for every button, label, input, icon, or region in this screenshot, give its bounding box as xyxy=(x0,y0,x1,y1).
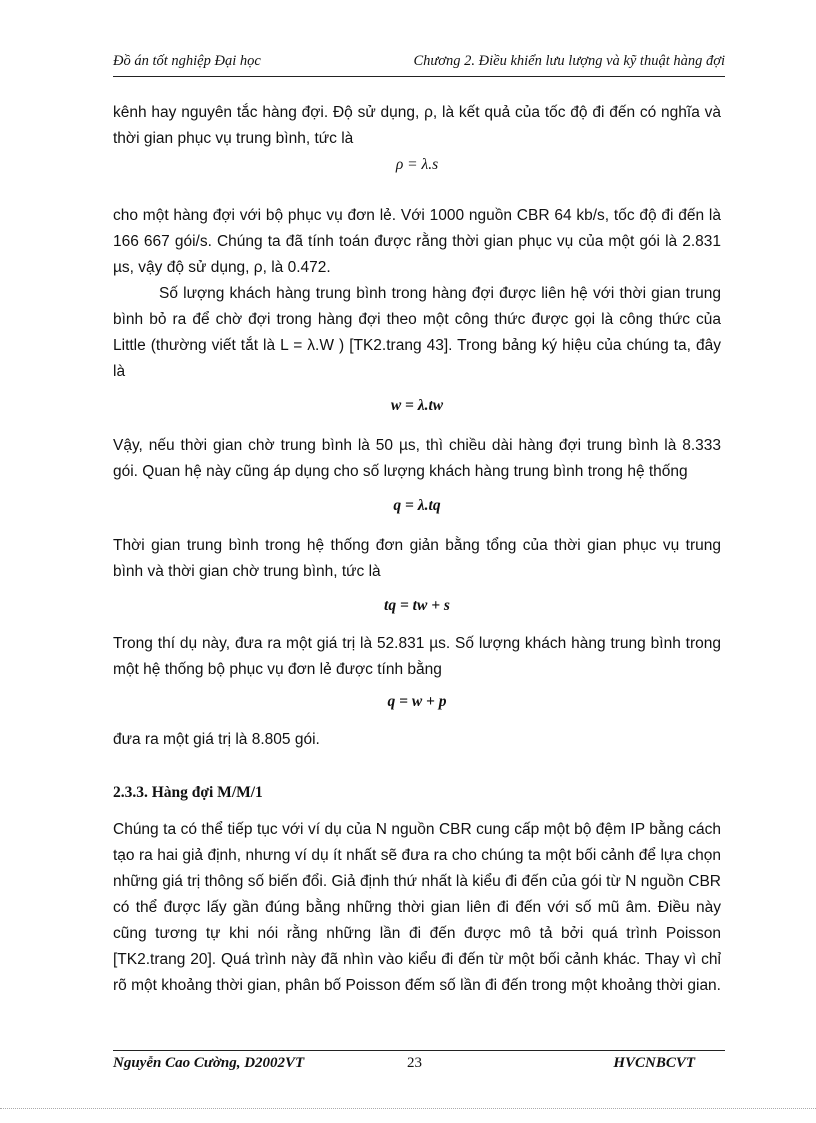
page-header xyxy=(113,50,725,77)
formula-queue-length: w = λ.tw xyxy=(390,397,444,414)
footer-organization: HVCNBCVT xyxy=(613,1055,695,1071)
paragraph-poisson: Chúng ta có thể tiếp tục với ví dụ của N nguồn CBR cung cấp một bộ đệm IP bằng cách tạo ra hai giả định, nhưng ví dụ ít nhất sẽ đưa ra cho chúng ta một bối cảnh để lựa chọn những giá trị thông số biến đổi. Giả định thứ nhất là kiểu đi đến của gói từ N nguồn CBR có thể được lấy gần đúng bằng những thời gian liên đi đến với số mũ âm. Điều này cũng tương tự khi nói rằng những lần đi đến được mô tả bởi quá trình Poisson [TK2.trang 20]. Quá trình này đã nhìn vào kiểu đi đến từ một bối cảnh khác. Thay vì chỉ rõ một khoảng thời gian, phân bố Poisson đếm số lần đi đến trong một khoảng thời gian. xyxy=(113,821,721,994)
page-edge-divider xyxy=(0,1108,816,1109)
formula-single-server: q = w + p xyxy=(387,693,447,710)
paragraph-utilization: kênh hay nguyên tắc hàng đợi. Độ sử dụng, ρ, là kết quả của tốc độ đi đến có nghĩa và thời gian phục vụ trung bình, tức là xyxy=(113,104,721,147)
paragraph-cbr-example: cho một hàng đợi với bộ phục vụ đơn lẻ. Với 1000 nguồn CBR 64 kb/s, tốc độ đi đến là 166 667 gói/s. Chúng ta đã tính toán được rằng thời gian phục vụ của một gói là 2.831 µs, vậy độ sử dụng, ρ, là 0.472. xyxy=(113,207,721,276)
formula-utilization: ρ = λ.s xyxy=(395,156,439,173)
paragraph-result: đưa ra một giá trị là 8.805 gói. xyxy=(113,731,320,748)
paragraph-little-formula: Số lượng khách hàng trung bình trong hàng đợi được liên hệ với thời gian trung bình bỏ ra để chờ đợi trong hàng đợi theo một công thức được gọi là công thức của Little (thường viết tắt là L = λ.W ) [TK2.trang 43]. Trong bảng ký hiệu của chúng ta, đây là xyxy=(113,285,721,380)
paragraph-waiting-time: Vậy, nếu thời gian chờ trung bình là 50 µs, thì chiều dài hàng đợi trung bình là 8.333 gói. Quan hệ này cũng áp dụng cho số lượng khách hàng trung bình trong hệ thống xyxy=(113,437,721,480)
formula-system-time: tq = tw + s xyxy=(384,597,450,614)
footer-page-number: 23 xyxy=(407,1055,422,1071)
header-chapter-title: Chương 2. Điều khiển lưu lượng và kỹ thuật hàng đợi xyxy=(413,53,725,69)
page-footer xyxy=(113,1050,725,1075)
section-heading-mm1: 2.3.3. Hàng đợi M/M/1 xyxy=(113,784,263,801)
paragraph-system-time: Thời gian trung bình trong hệ thống đơn giản bằng tổng của thời gian phục vụ trung bình và thời gian chờ trung bình, tức là xyxy=(113,537,721,580)
header-document-title: Đồ án tốt nghiệp Đại học xyxy=(113,53,261,69)
formula-system-customers: q = λ.tq xyxy=(393,497,441,514)
paragraph-example-value: Trong thí dụ này, đưa ra một giá trị là 52.831 µs. Số lượng khách hàng trung bình trong một hệ thống bộ phục vụ đơn lẻ được tính bằng xyxy=(113,635,721,678)
footer-author: Nguyễn Cao Cường, D2002VT xyxy=(113,1055,305,1071)
